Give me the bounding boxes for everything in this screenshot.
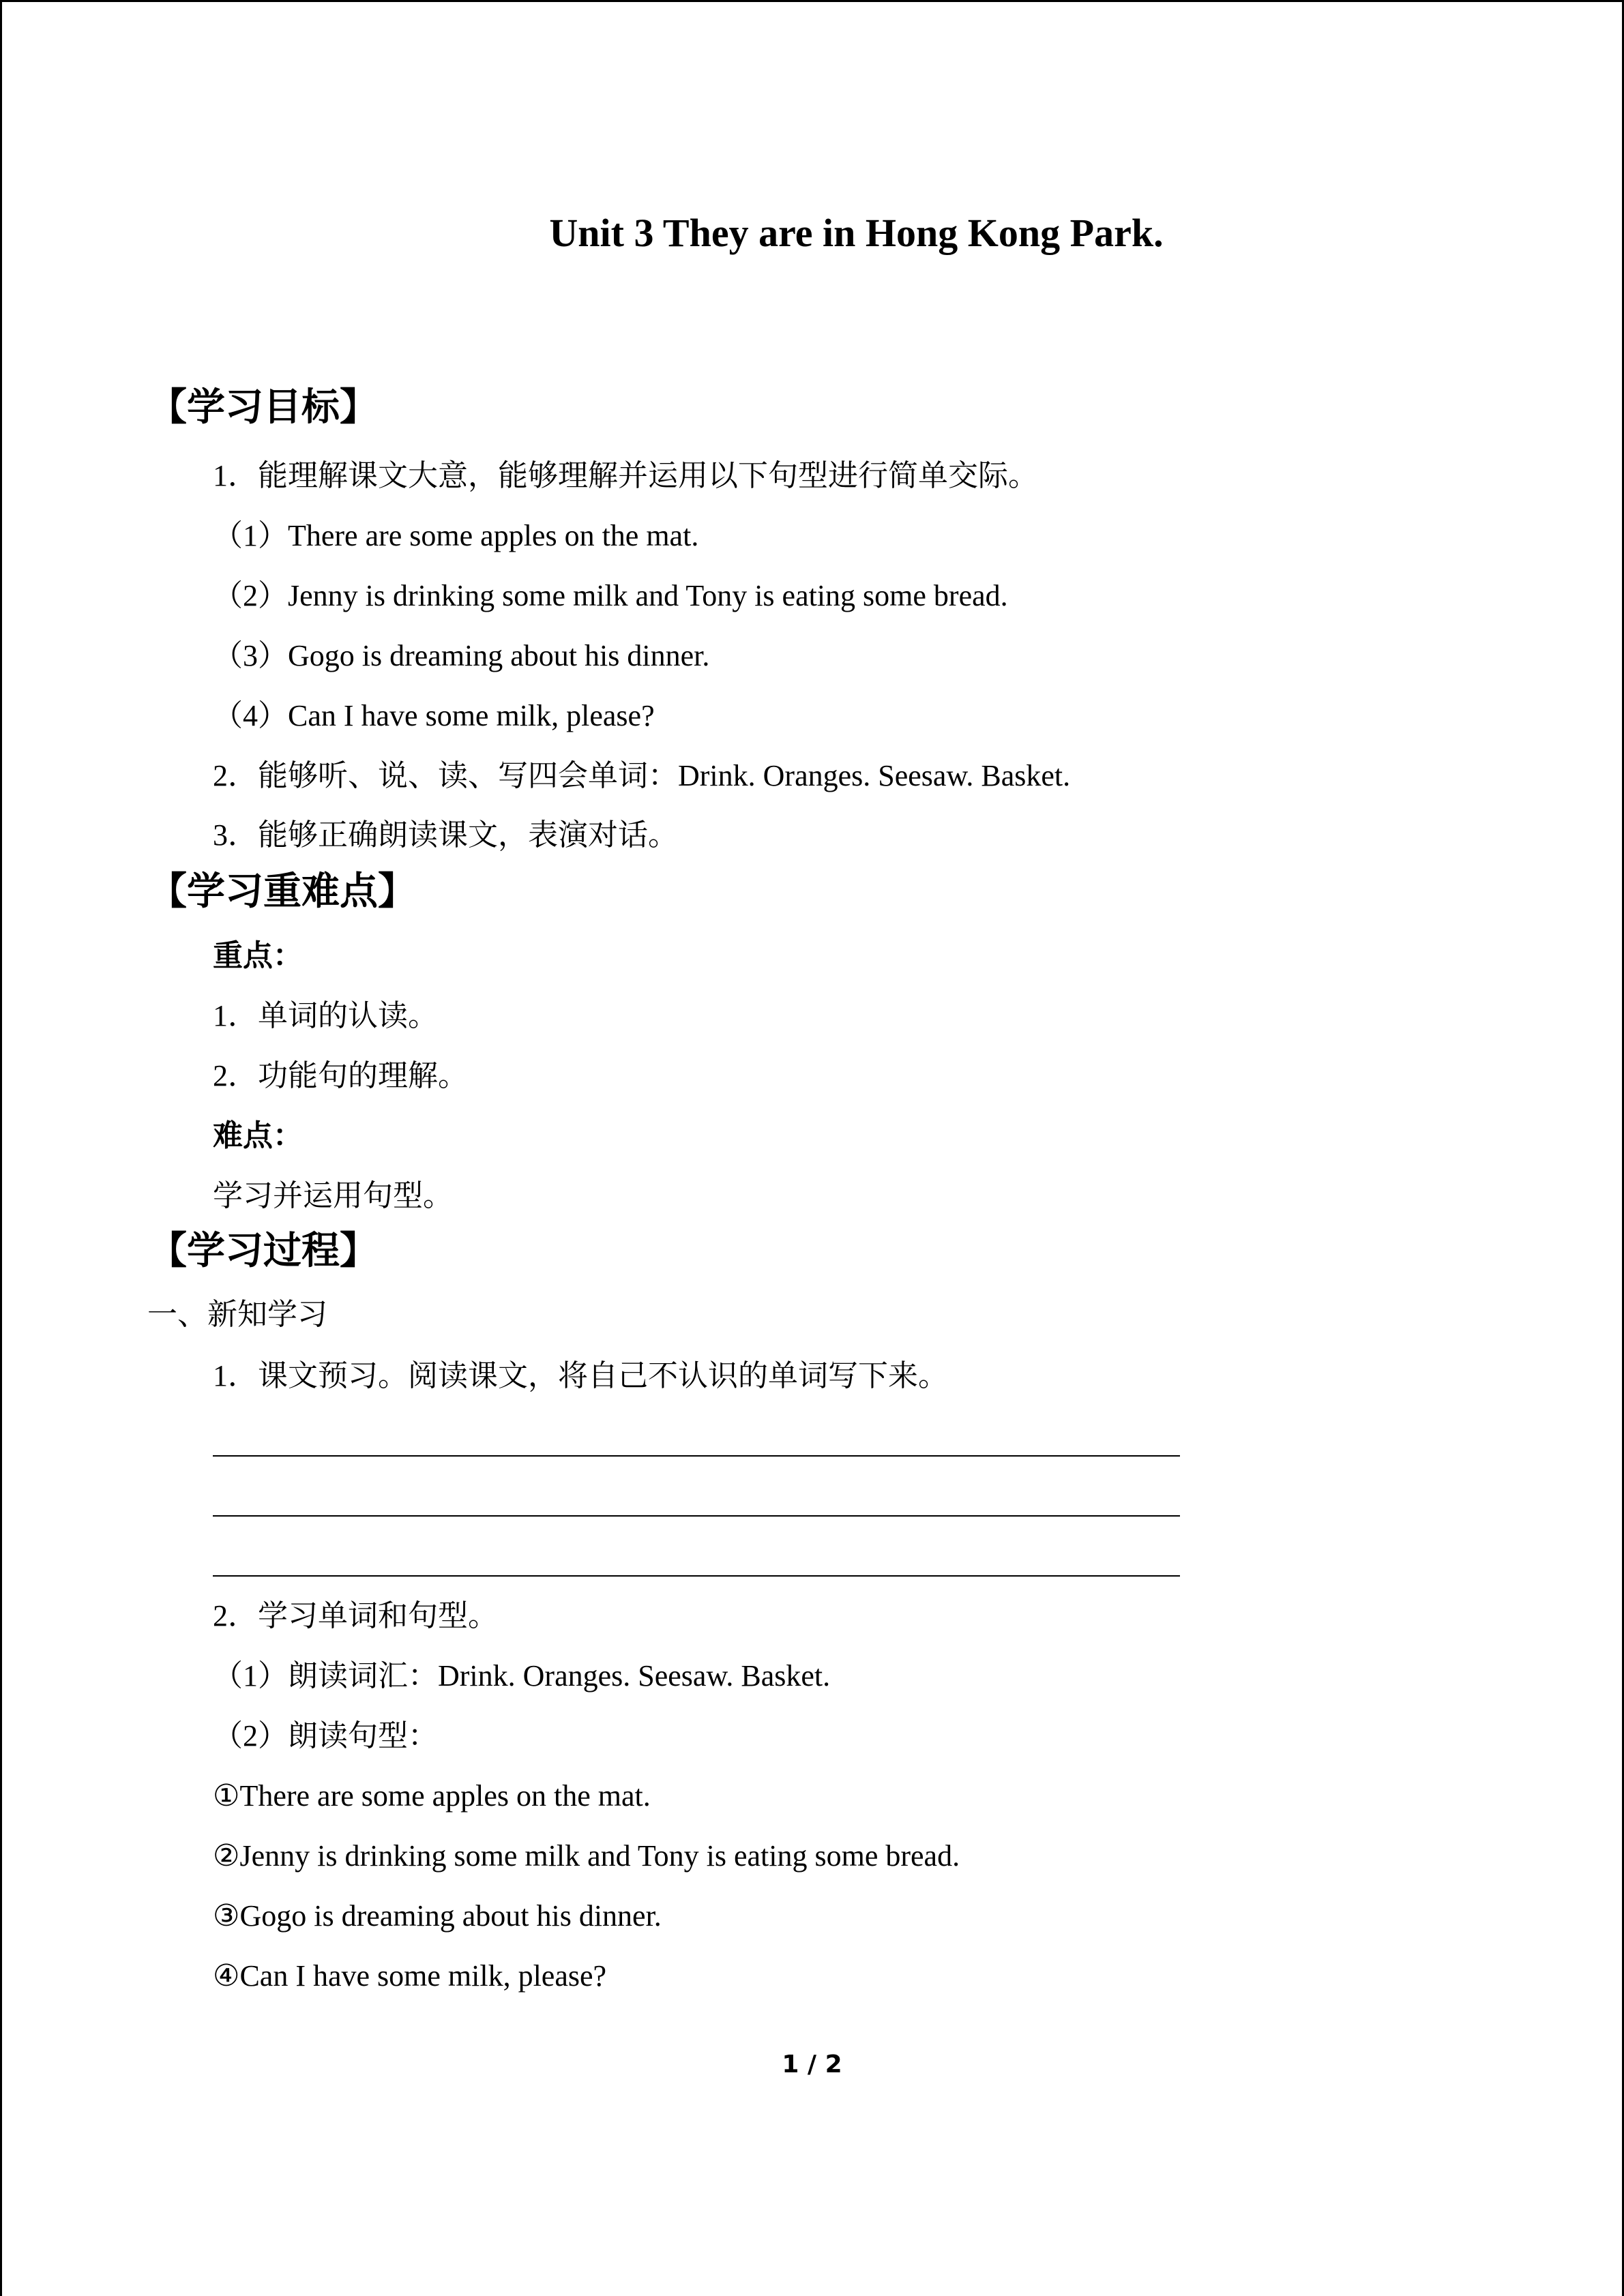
practice-sentence-2: ②Jenny is drinking some milk and Tony is eating some bread.: [213, 1839, 960, 1873]
objective-sentence-3: （3）Gogo is dreaming about his dinner.: [213, 639, 710, 672]
page-number: 1 / 2: [782, 2051, 842, 2078]
section-heading-process: 【学习过程】: [149, 1229, 378, 1273]
objective-item-1: 1．能理解课文大意，能够理解并运用以下句型进行简单交际。: [213, 459, 1038, 492]
process-step-2: 2．学习单词和句型。: [213, 1599, 498, 1632]
key-point-2: 2．功能句的理解。: [213, 1059, 468, 1092]
practice-sentence-1: ①There are some apples on the mat.: [213, 1779, 651, 1813]
answer-line-2[interactable]: [213, 1515, 1180, 1517]
sentences-label: （2）朗读句型：: [213, 1719, 438, 1753]
key-points-label: 重点：: [213, 939, 303, 972]
objective-sentence-2: （2）Jenny is drinking some milk and Tony is eating some bread.: [213, 579, 1008, 612]
answer-line-1[interactable]: [213, 1455, 1180, 1457]
practice-sentence-3: ③Gogo is dreaming about his dinner.: [213, 1899, 662, 1933]
process-part-1: 一、新知学习: [147, 1298, 327, 1331]
objective-sentence-4: （4）Can I have some milk, please?: [213, 699, 655, 732]
section-heading-objectives: 【学习目标】: [149, 385, 378, 430]
process-step-1: 1．课文预习。阅读课文，将自己不认识的单词写下来。: [213, 1359, 948, 1392]
objective-sentence-1: （1）There are some apples on the mat.: [213, 519, 699, 552]
section-heading-key-points: 【学习重难点】: [149, 869, 416, 914]
difficult-points-label: 难点：: [213, 1119, 303, 1152]
document-title: Unit 3 They are in Hong Kong Park.: [549, 211, 1164, 255]
answer-line-3[interactable]: [213, 1575, 1180, 1577]
practice-sentence-4: ④Can I have some milk, please?: [213, 1959, 607, 1993]
difficult-point-1: 学习并运用句型。: [213, 1179, 453, 1212]
objective-item-2: 2．能够听、说、读、写四会单词：Drink. Oranges. Seesaw. Basket.: [213, 759, 1071, 792]
objective-item-3: 3．能够正确朗读课文，表演对话。: [213, 818, 678, 852]
key-point-1: 1．单词的认读。: [213, 999, 438, 1032]
vocab-reading: （1）朗读词汇：Drink. Oranges. Seesaw. Basket.: [213, 1659, 831, 1693]
